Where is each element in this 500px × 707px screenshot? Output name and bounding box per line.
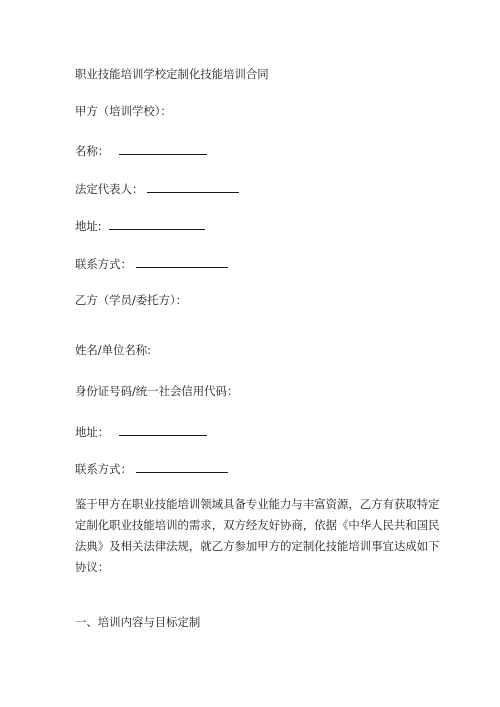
party-a-legal-rep-blank (147, 181, 239, 193)
party-b-id-label: 身份证号码/统一社会信用代码： (75, 384, 239, 398)
party-b-name-label: 姓名/单位名称: (75, 343, 152, 357)
party-b-address-label: 地址： (75, 425, 110, 439)
party-a-address-blank (109, 218, 205, 230)
preamble-line: 定制化职业技能培训的需求，双方经友好协商，依据《中华人民共和国民 (75, 518, 440, 532)
party-a-heading: 甲方（培训学校）： (75, 104, 172, 118)
party-a-name-blank (119, 143, 207, 155)
party-a-address-label: 地址: (75, 219, 102, 233)
party-a-contact-label: 联系方式： (75, 257, 132, 271)
preamble-line: 协议： (75, 560, 110, 574)
party-b-address-row (75, 424, 207, 439)
party-b-contact-label: 联系方式： (75, 462, 132, 476)
section-1-heading: 一、培训内容与目标定制 (75, 615, 201, 629)
preamble-paragraph (75, 494, 440, 578)
contract-title: 职业技能培训学校定制化技能培训合同 (75, 67, 269, 81)
preamble-line: 法典》及相关法律法规，就乙方参加甲方的定制化技能培训事宜达成如下 (75, 539, 440, 553)
party-a-legal-rep-label: 法定代表人： (75, 182, 144, 196)
party-b-contact-row (75, 461, 228, 476)
party-a-name-row (75, 143, 207, 158)
party-b-contact-blank (136, 461, 228, 473)
party-b-heading: 乙方（学员/委托方）： (75, 293, 188, 307)
party-a-address-row (75, 218, 205, 233)
party-a-contact-blank (136, 256, 228, 268)
party-b-address-blank (119, 424, 207, 436)
party-a-name-label: 名称： (75, 144, 110, 158)
party-a-contact-row (75, 256, 228, 271)
preamble-line: 鉴于甲方在职业技能培训领域具备专业能力与丰富资源，乙方有获取特定 (75, 497, 440, 511)
party-a-legal-rep-row (75, 181, 239, 196)
